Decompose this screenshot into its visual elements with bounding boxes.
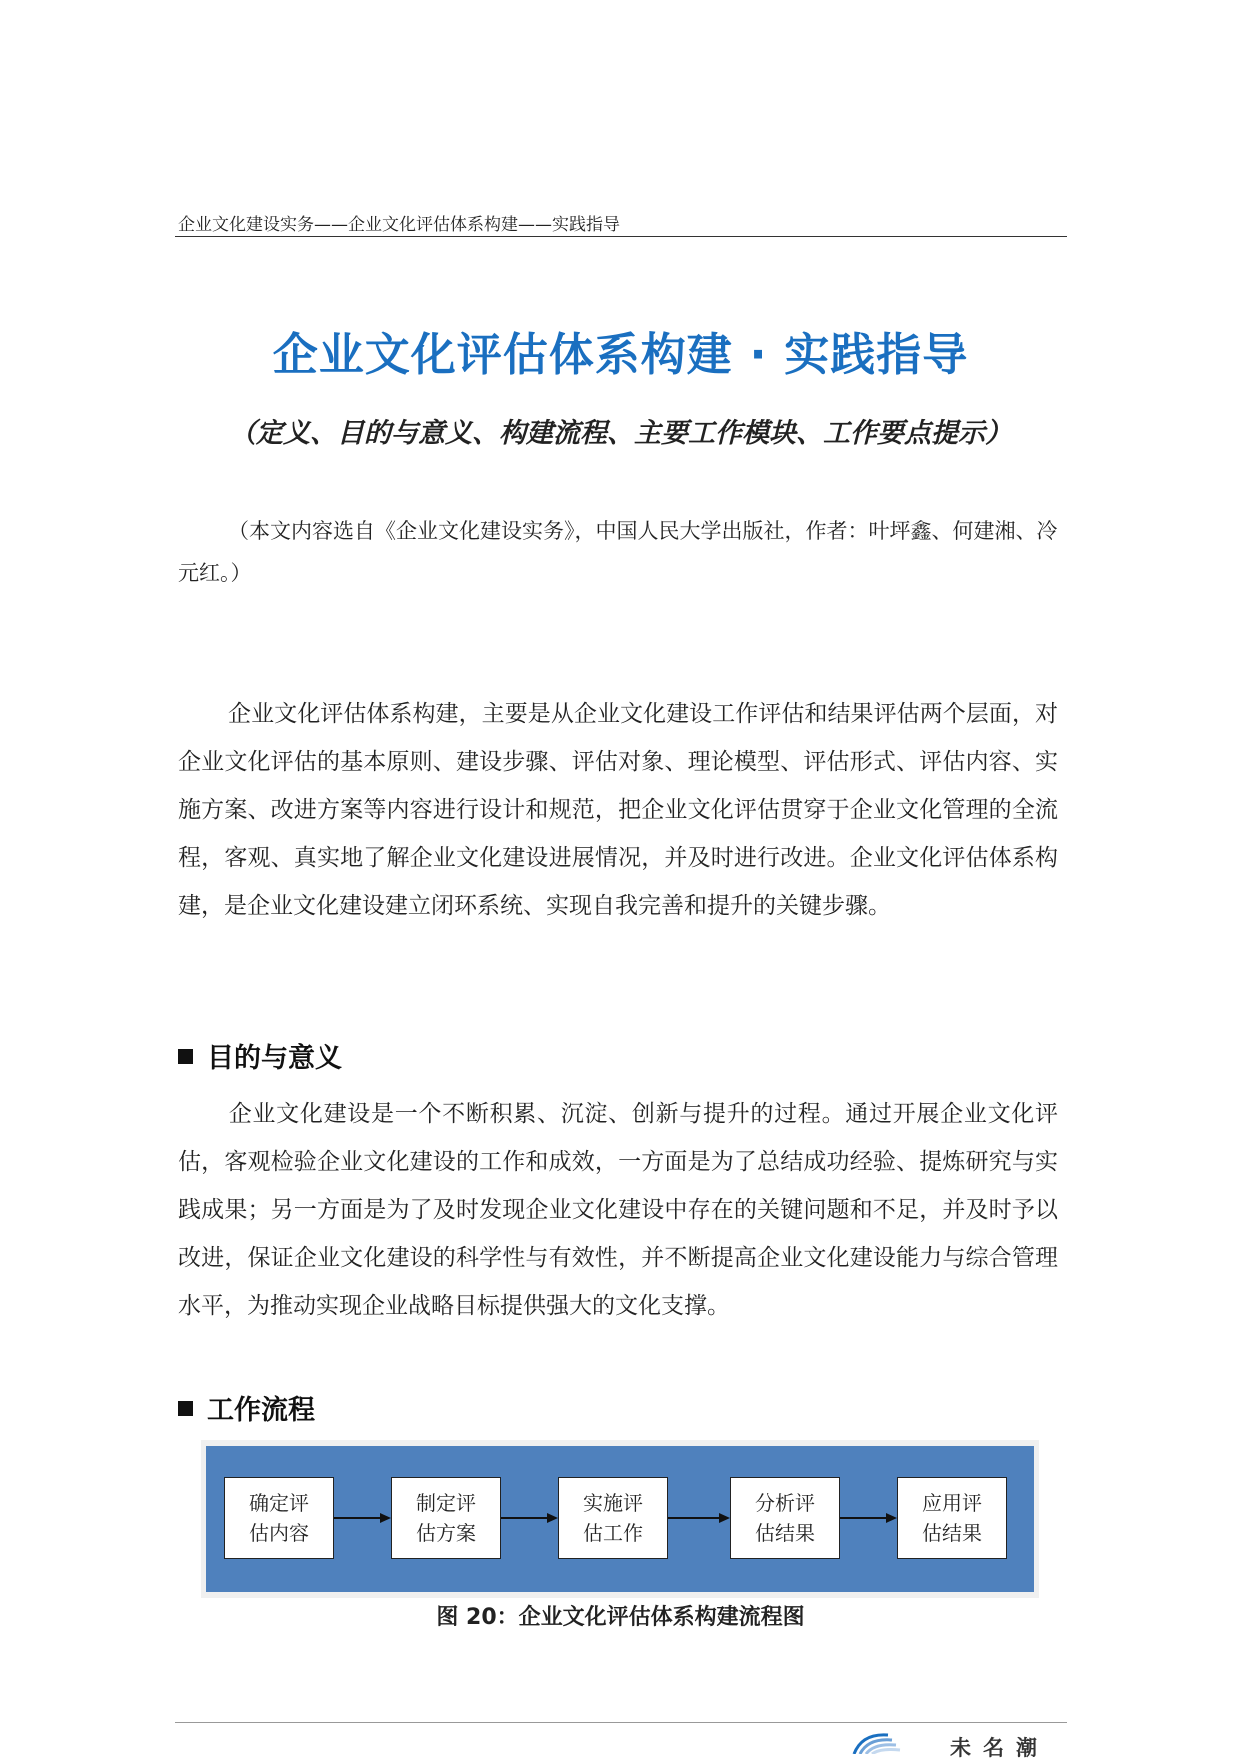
flow-step-3 (558, 1477, 668, 1559)
section-heading-workflow (178, 1388, 315, 1427)
flow-step-4 (730, 1477, 840, 1559)
flow-step-5 (897, 1477, 1007, 1559)
flow-step-2 (391, 1477, 501, 1559)
flow-step-label: 确定评估内容 (249, 1491, 309, 1545)
section-heading-purpose (178, 1036, 342, 1075)
figure-caption: 图 20：企业文化评估体系构建流程图 (436, 1605, 805, 1630)
purpose-paragraph (178, 1090, 1058, 1330)
square-bullet-icon (178, 1401, 193, 1416)
purpose-paragraph-text: 企业文化建设是一个不断积累、沉淀、创新与提升的过程。通过开展企业文化评估，客观检验企业文化建设的工作和成效，一方面是为了总结成功经验、提炼研究与实践成果；另一方面是为了及时发现企业文化建设中存在的关键问题和不足，并及时予以改进，保证企业文化建设的科学性与有效性，并不断提高企业文化建设能力与综合管理水平，为推动实现企业战略目标提供强大的文化支撑。 (178, 1101, 1058, 1319)
footer-rule (175, 1722, 1067, 1723)
square-bullet-icon (178, 1049, 193, 1064)
intro-paragraph-text: 企业文化评估体系构建，主要是从企业文化建设工作评估和结果评估两个层面，对企业文化评估的基本原则、建设步骤、评估对象、理论模型、评估形式、评估内容、实施方案、改进方案等内容进行设计和规范，把企业文化评估贯穿于企业文化管理的全流程，客观、真实地了解企业文化建设进展情况，并及时进行改进。企业文化评估体系构建，是企业文化建设建立闭环系统、实现自我完善和提升的关键步骤。 (178, 701, 1058, 919)
flow-step-label: 分析评估结果 (755, 1491, 815, 1545)
flow-arrow-1 (334, 1510, 391, 1526)
flow-step-label: 制定评估方案 (416, 1491, 476, 1545)
flow-step-label: 实施评估工作 (583, 1491, 643, 1545)
intro-paragraph (178, 690, 1058, 930)
page-title: 企业文化评估体系构建 · 实践指导 (272, 328, 969, 381)
flow-arrow-2 (501, 1510, 558, 1526)
section-heading-text: 工作流程 (207, 1395, 315, 1426)
flow-arrow-3 (668, 1510, 730, 1526)
source-note-text: （本文内容选自《企业文化建设实务》，中国人民大学出版社，作者：叶坪鑫、何建湘、冷元红。） (178, 519, 1058, 585)
flow-step-label: 应用评估结果 (922, 1491, 982, 1545)
section-heading-text: 目的与意义 (207, 1043, 342, 1074)
footer-brand: 未名潮 (950, 1736, 1049, 1760)
swirl-logo-icon (848, 1727, 908, 1754)
running-header: 企业文化建设实务——企业文化评估体系构建——实践指导 (178, 215, 620, 235)
page-subtitle: （定义、目的与意义、构建流程、主要工作模块、工作要点提示） (229, 418, 1012, 449)
source-note (178, 510, 1070, 594)
flow-step-1 (224, 1477, 334, 1559)
header-rule (175, 236, 1067, 237)
flow-arrow-4 (840, 1510, 897, 1526)
